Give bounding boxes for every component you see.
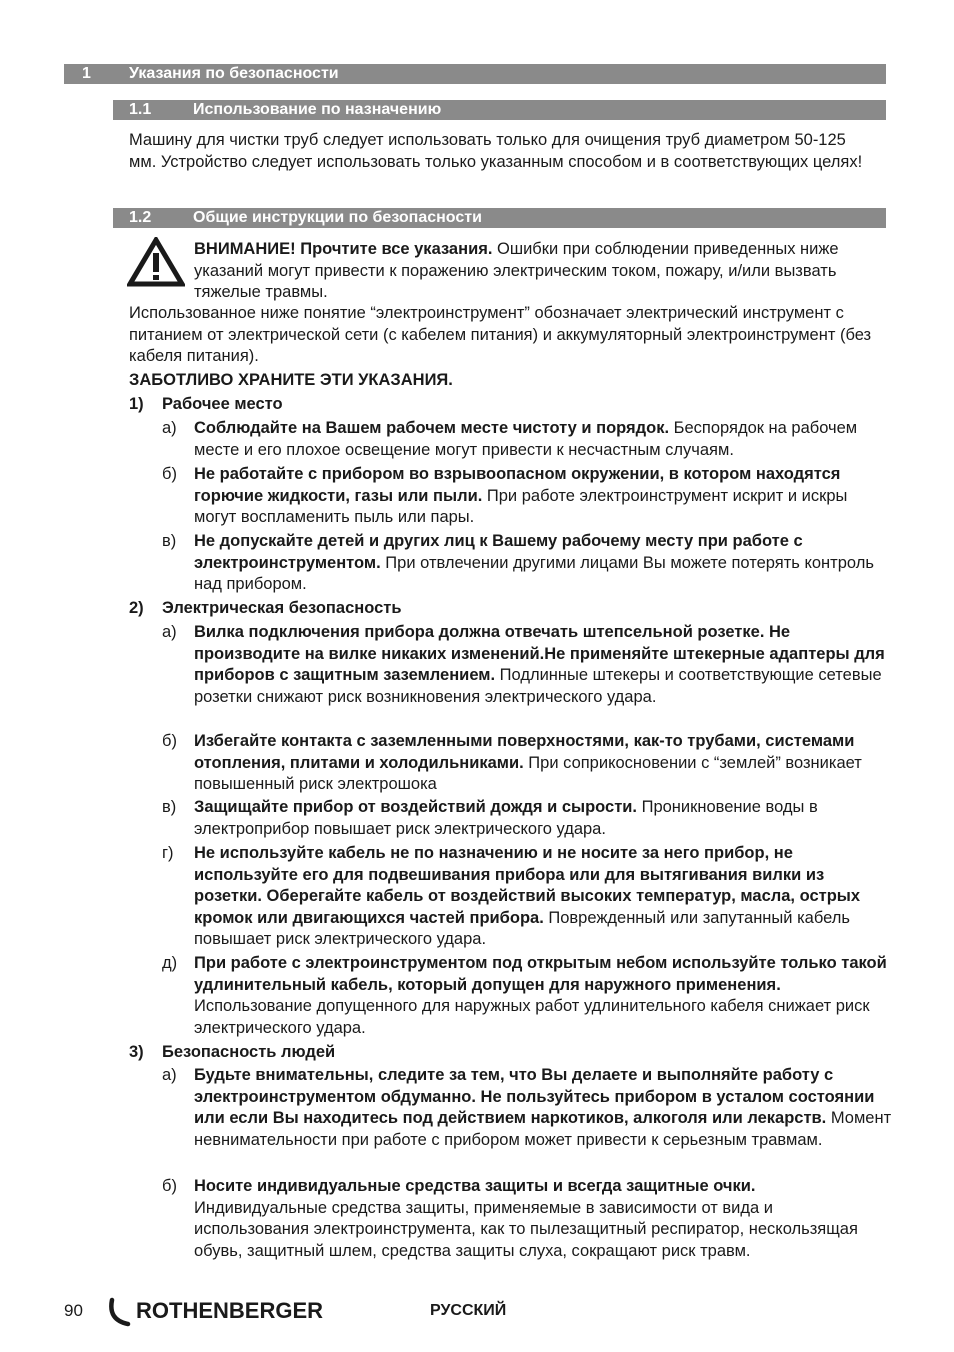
section-1-1-title: Использование по назначению	[193, 101, 442, 118]
section-1-1-number: 1.1	[129, 101, 152, 118]
section-1-1-header	[113, 100, 886, 120]
rothenberger-logo	[106, 1290, 346, 1330]
item-letter: а)	[162, 419, 177, 437]
definition-text: Использованное ниже понятие “электроинструмент” обозначает электрический инструмент с питанием от электрической сети (с кабелем питания) и аккумуляторный электроинструмент (без кабеля питания).	[129, 304, 872, 365]
intended-use-text: Машину для чистки труб следует использовать только для очищения труб диаметром 50-125 мм. Устройство следует использовать только указанным способом и в соответствующих целях!	[129, 131, 863, 171]
item-bold: Защищайте прибор от воздействий дождя и сырости.	[194, 798, 638, 816]
electrical-number: 2)	[129, 599, 144, 617]
item-bold: Носите индивидуальные средства защиты и всегда защитные очки.	[194, 1177, 756, 1195]
electrical-title: Электрическая безопасность	[162, 599, 402, 617]
warning-triangle-icon	[127, 237, 185, 287]
item-letter: а)	[162, 1066, 177, 1084]
keep-instructions: ЗАБОТЛИВО ХРАНИТЕ ЭТИ УКАЗАНИЯ.	[129, 371, 453, 389]
item-body: При соприкосновении с “землей” возникает повышенный риск электрошока	[194, 753, 862, 793]
item-letter: д)	[162, 954, 178, 972]
item-letter: в)	[162, 532, 177, 550]
brand-name: ROTHENBERGER	[136, 1298, 324, 1323]
item-bold: Не допускайте детей и других лиц к Вашему рабочему месту при работе с электроинструментом.	[194, 532, 803, 572]
section-1-number: 1	[82, 65, 91, 82]
item-bold: Избегайте контакта с заземленными поверхностями, как-то трубами, системами отопления, плитами и холодильниками.	[194, 732, 855, 772]
item-text	[194, 843, 892, 951]
item-bold: При работе с электроинструментом под открытым небом используйте только такой удлинительный кабель, который допущен для наружного применения.	[194, 954, 887, 994]
workplace-heading	[129, 394, 283, 416]
item-text	[194, 418, 892, 461]
people-number: 3)	[129, 1043, 144, 1061]
item-bold: Вилка подключения прибора должна отвечать штепсельной розетке. Не производите на вилке никаких изменений.Не применяйте штекерные адаптеры для приборов с защитным заземлением.	[194, 623, 885, 684]
page-number: 90	[64, 1301, 83, 1320]
item-body: Проникновение воды в электроприбор повышает риск электрического удара.	[194, 798, 818, 838]
item-letter: б)	[162, 1177, 177, 1195]
section-1-2-title: Общие инструкции по безопасности	[193, 209, 482, 226]
item-body: Подлинные штекеры и соответствующие сетевые розетки снижают риск возникновения электрического удара.	[194, 666, 882, 706]
workplace-title: Рабочее место	[162, 395, 283, 413]
item-bold: Не используйте кабель не по назначению и не носите за него прибор, не используйте его для подвешивания прибора или для вытягивания вилки из розетки. Оберегайте кабель от воздействий высоких температур, масла, острых кромок или двигающихся частей прибора.	[194, 844, 861, 927]
language-label: РУССКИЙ	[430, 1302, 507, 1319]
section-1-title: Указания по безопасности	[129, 65, 339, 82]
item-letter: г)	[162, 844, 174, 862]
section-1-header	[64, 64, 886, 84]
item-bold: Будьте внимательны, следите за тем, что Вы делаете и выполняйте работу с электроинструментом обдуманно. Не пользуйтесь прибором в усталом состоянии или если Вы находитесь под действием наркотиков, алкоголя или лекарств.	[194, 1066, 875, 1127]
item-text	[194, 622, 892, 708]
section-1-2-number: 1.2	[129, 209, 152, 226]
item-text	[194, 531, 892, 596]
electrical-heading	[129, 598, 401, 620]
item-letter: а)	[162, 623, 177, 641]
item-body: При работе электроинструмент искрит и искры могут воспламенить пыль или пары.	[194, 486, 848, 526]
people-title: Безопасность людей	[162, 1043, 336, 1061]
item-body: Индивидуальные средства защиты, применяемые в зависимости от вида и использования электроинструмента, как то пылезащитный респиратор, нескользящая обувь, защитный шлем, средства защиты слуха, сокращают риск травм.	[194, 1198, 858, 1260]
item-text	[194, 1065, 892, 1151]
warning-body: Ошибки при соблюдении приведенных ниже указаний могут привести к поражению электрическим током, пожару, и/или вызвать тяжелые травмы.	[194, 240, 839, 301]
item-bold: Соблюдайте на Вашем рабочем месте чистоту и порядок.	[194, 419, 670, 437]
item-bold: Не работайте с прибором во взрывоопасном окружении, в котором находятся горючие жидкости, газы или пыли.	[194, 465, 841, 505]
item-text	[194, 464, 892, 529]
warning-text	[194, 239, 884, 304]
item-letter: в)	[162, 798, 177, 816]
warning-bold: ВНИМАНИЕ! Прочтите все указания.	[194, 240, 493, 258]
item-text	[194, 731, 892, 796]
item-body: Использование допущенного для наружных работ удлинительного кабеля снижает риск электрического удара.	[194, 997, 870, 1037]
workplace-number: 1)	[129, 395, 144, 413]
item-letter: б)	[162, 732, 177, 750]
item-text	[194, 1176, 892, 1262]
section-1-2-header	[113, 208, 886, 228]
item-body: Беспорядок на рабочем месте и его плохое освещение могут привести к несчастным случаям.	[194, 419, 858, 459]
item-body: Поврежденный или запутанный кабель повышает риск электрического удара.	[194, 908, 850, 948]
people-heading	[129, 1042, 335, 1064]
item-text	[194, 953, 892, 1039]
item-letter: б)	[162, 465, 177, 483]
item-text	[194, 797, 892, 840]
item-body: При отвлечении другими лицами Вы можете потерять контроль над прибором.	[194, 553, 874, 593]
item-body: Момент невнимательности при работе с прибором может привести к серьезным травмам.	[194, 1109, 892, 1149]
